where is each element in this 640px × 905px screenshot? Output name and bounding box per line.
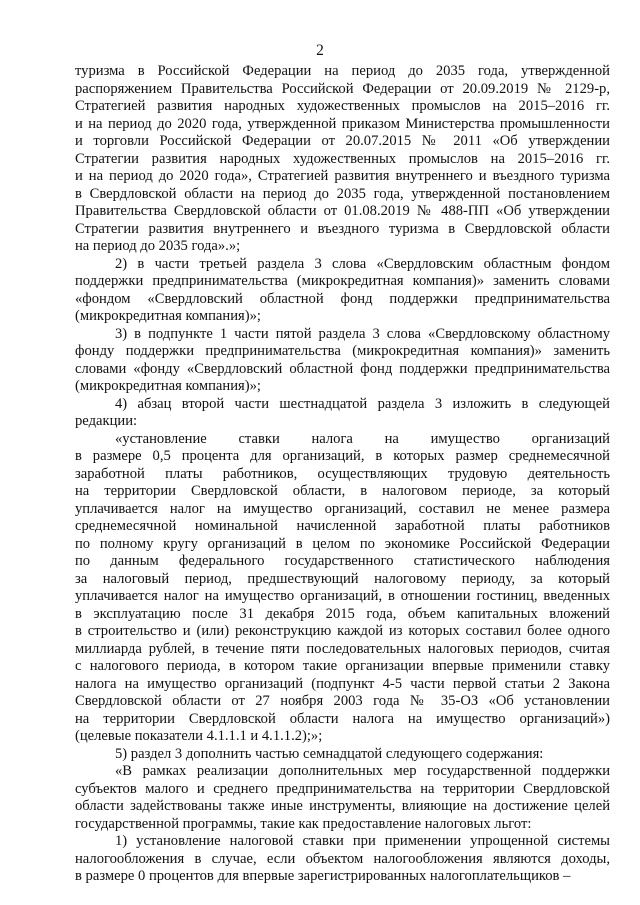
text-line: Правительства Свердловской области от 01.08.2019 № 488-ПП «Об утверждении xyxy=(75,203,610,219)
text-line: уплачивается налог на имущество организаций, составил не менее размера xyxy=(75,500,610,517)
document-body xyxy=(75,63,610,886)
paragraph-p7 xyxy=(75,763,610,833)
page-number: 2 xyxy=(316,42,324,59)
paragraph-p6 xyxy=(75,746,610,764)
paragraph-p2 xyxy=(75,256,610,326)
paragraph-p8 xyxy=(75,833,610,886)
text-line: заработной платы работников, осуществляющих трудовую деятельность xyxy=(75,465,610,482)
text-line: (микрокредитная компания)»; xyxy=(75,308,261,324)
text-line: и на период до 2020 года», Стратегией развития внутреннего и въездного туризма xyxy=(75,168,610,184)
text-line: 4) абзац второй части шестнадцатой раздела 3 изложить в следующей xyxy=(115,395,610,412)
text-line: области задействованы также иные инструменты, влияющие на достижение целей xyxy=(75,798,610,814)
text-line: по полному кругу организаций в целом по экономике Российской Федерации xyxy=(75,535,610,552)
text-line: среднемесячной номинальной начисленной заработной платы работников xyxy=(75,518,610,534)
text-line: «фондом «Свердловский областной фонд поддержки предпринимательства xyxy=(75,290,610,307)
paragraph-p4 xyxy=(75,396,610,431)
text-line: с налогового периода, в котором такие организации впервые применили ставку xyxy=(75,658,610,674)
text-line: туризма в Российской Федерации на период до 2035 года, утвержденной xyxy=(75,63,610,79)
text-line: субъектов малого и среднего предпринимательства на территории Свердловской xyxy=(75,780,610,797)
text-line: на территории Свердловской области налога на имущество организаций») xyxy=(75,710,610,727)
text-line: на период до 2035 года».»; xyxy=(75,238,241,254)
text-line: по данным федерального государственного статистического наблюдения xyxy=(75,553,610,569)
text-line: Стратегии развития внутреннего и въездного туризма в Свердловской области xyxy=(75,220,610,237)
text-line: и торговли Российской Федерации от 20.07.2015 № 2011 «Об утверждении xyxy=(75,133,610,149)
text-line: Свердловской области от 27 ноября 2003 года № 35-ОЗ «Об установлении xyxy=(75,693,610,709)
text-line: 5) раздел 3 дополнить частью семнадцатой следующего содержания: xyxy=(115,745,544,762)
text-line: налогообложения в случае, если объектом налогообложения являются доходы, xyxy=(75,850,610,867)
text-line: (микрокредитная компания)»; xyxy=(75,378,261,394)
text-line: и на период до 2020 года, утвержденной приказом Министерства промышленности xyxy=(75,115,610,132)
text-line: на территории Свердловской области, в налоговом периоде, за который xyxy=(75,483,610,499)
text-line: редакции: xyxy=(75,413,138,429)
text-line: в размере 0 процентов для впервые зарегистрированных налогоплательщиков – xyxy=(75,868,571,884)
text-line: «В рамках реализации дополнительных мер государственной поддержки xyxy=(115,763,610,779)
text-line: в эксплуатацию после 31 декабря 2015 года, объем капитальных вложений xyxy=(75,605,610,622)
text-line: 2) в части третьей раздела 3 слова «Свердловским областным фондом xyxy=(115,255,610,272)
text-line: в строительство и (или) реконструкцию каждой из которых составил более одного xyxy=(75,623,610,639)
text-line: (целевые показатели 4.1.1.1 и 4.1.1.2);»; xyxy=(75,728,323,744)
paragraph-p1 xyxy=(75,63,610,256)
text-line: фонду поддержки предпринимательства (микрокредитная компания)» заменить xyxy=(75,343,610,359)
text-line: налога на имущество организаций (подпункт 4-5 части первой статьи 2 Закона xyxy=(75,675,610,692)
text-line: словами «фонду «Свердловский областной фонд поддержки предпринимательства xyxy=(75,360,610,377)
text-line: за налоговый период, предшествующий налоговому периоду, за который xyxy=(75,570,610,587)
paragraph-p5 xyxy=(75,431,610,746)
text-line: миллиарда рублей, в течение пяти последовательных налоговых периодов, считая xyxy=(75,640,610,657)
text-line: поддержки предпринимательства (микрокредитная компания)» заменить словами xyxy=(75,273,610,289)
text-line: Стратегией развития народных художественных промыслов на 2015–2016 гг. xyxy=(75,98,610,114)
text-line: «установление ставки налога на имущество организаций xyxy=(115,430,610,447)
text-line: 3) в подпункте 1 части пятой раздела 3 слова «Свердловскому областному xyxy=(115,325,610,342)
text-line: уплачивается налог на имущество организаций, в отношении гостиниц, введенных xyxy=(75,588,610,604)
paragraph-p3 xyxy=(75,326,610,396)
text-line: в размере 0,5 процента для организаций, в которых размер среднемесячной xyxy=(75,448,610,464)
text-line: в Свердловской области на период до 2035 года, утвержденной постановлением xyxy=(75,185,610,202)
text-line: распоряжением Правительства Российской Федерации от 20.09.2019 № 2129-р, xyxy=(75,80,610,97)
text-line: государственной программы, такие как предоставление налоговых льгот: xyxy=(75,815,532,832)
text-line: 1) установление налоговой ставки при применении упрощенной системы xyxy=(115,833,610,849)
text-line: Стратегии развития народных художественных промыслов на 2015–2016 гг. xyxy=(75,150,610,167)
